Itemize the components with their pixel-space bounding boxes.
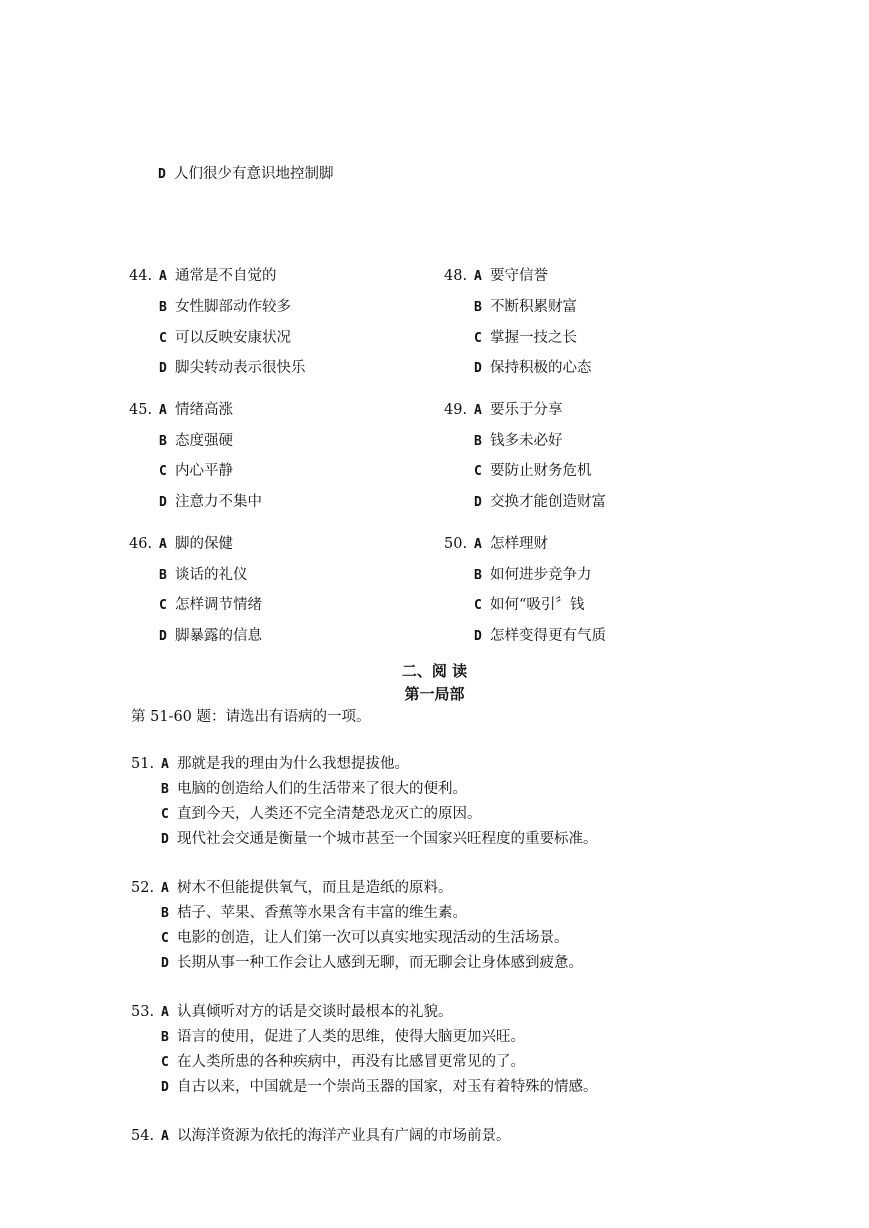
option-line: [161, 1053, 525, 1072]
option-text: 掌握一技之长: [490, 330, 577, 346]
option-text: 直到今天，人类还不完全清楚恐龙灭亡的原因。: [177, 806, 482, 822]
option-text: 脚的保健: [175, 536, 233, 552]
option-text: 认真倾听对方的话是交谈时最根本的礼貌。: [177, 1004, 453, 1020]
option-text: 保持积极的心态: [490, 360, 592, 376]
question-51: [131, 755, 409, 774]
option-text: 可以反映安康状况: [175, 330, 291, 346]
option-text: 怎样理财: [490, 536, 548, 552]
option-line: [159, 432, 233, 451]
question-49: [444, 401, 563, 420]
question-number: 53.: [131, 1004, 155, 1020]
option-line: [159, 596, 262, 615]
option-line: [161, 1028, 525, 1047]
option-line: [474, 329, 577, 348]
option-letter: A: [161, 1005, 169, 1020]
option-text: 谈话的礼仪: [175, 567, 248, 583]
option-letter: B: [474, 300, 482, 315]
option-text: 怎样调节情绪: [175, 597, 262, 613]
option-letter: C: [161, 807, 169, 822]
option-letter: D: [158, 167, 166, 182]
question-number: 52.: [131, 880, 155, 896]
option-letter: B: [474, 434, 482, 449]
option-line: [161, 1078, 598, 1097]
option-line: [159, 298, 291, 317]
option-letter: A: [474, 537, 482, 552]
option-letter: D: [474, 495, 482, 510]
question-46: [129, 535, 233, 554]
option-text: 如何“吸引〞钱: [490, 597, 585, 613]
option-line: [158, 165, 334, 184]
option-text: 注意力不集中: [175, 494, 262, 510]
question-48: [444, 267, 548, 286]
option-text: 交换才能创造财富: [490, 494, 606, 510]
option-line: [474, 462, 592, 481]
option-text: 人们很少有意识地控制脚: [174, 166, 334, 182]
option-letter: D: [159, 361, 167, 376]
option-letter: D: [161, 1080, 169, 1095]
option-letter: A: [474, 403, 482, 418]
option-letter: C: [159, 464, 167, 479]
option-letter: B: [159, 300, 167, 315]
question-number: 54.: [131, 1128, 155, 1144]
option-line: [161, 830, 598, 849]
option-text: 长期从事一种工作会让人感到无聊，而无聊会让身体感到疲惫。: [177, 955, 583, 971]
option-text: 树木不但能提供氧气，而且是造纸的原料。: [177, 880, 453, 896]
option-line: [161, 805, 482, 824]
option-text: 自古以来，中国就是一个崇尚玉器的国家，对玉有着特殊的情感。: [177, 1079, 598, 1095]
option-line: [159, 493, 262, 512]
option-letter: A: [161, 757, 169, 772]
question-52: [131, 879, 453, 898]
option-text: 钱多未必好: [490, 433, 563, 449]
question-number: 45.: [129, 402, 153, 418]
option-line: [474, 493, 606, 512]
option-text: 现代社会交通是衡量一个城市甚至一个国家兴旺程度的重要标准。: [177, 831, 598, 847]
option-letter: D: [161, 956, 169, 971]
option-text: 女性脚部动作较多: [175, 299, 291, 315]
option-line: [474, 566, 592, 585]
option-line: [159, 359, 306, 378]
option-line: [161, 904, 467, 923]
option-text: 内心平静: [175, 463, 233, 479]
option-letter: C: [474, 598, 482, 613]
option-line: [159, 566, 248, 585]
option-letter: D: [474, 361, 482, 376]
option-letter: B: [161, 782, 169, 797]
option-line: [474, 298, 577, 317]
option-text: 怎样变得更有气质: [490, 628, 606, 644]
option-text: 要乐于分享: [490, 402, 563, 418]
instruction-text: 第 51-60 题：请选出有语病的一项。: [131, 709, 371, 725]
option-letter: C: [161, 931, 169, 946]
option-line: [474, 432, 563, 451]
option-line: [474, 596, 584, 615]
question-44: [129, 267, 277, 286]
option-text: 要防止财务危机: [490, 463, 592, 479]
option-letter: D: [474, 629, 482, 644]
option-letter: B: [161, 1030, 169, 1045]
option-letter: D: [161, 832, 169, 847]
option-letter: A: [161, 1129, 169, 1144]
option-letter: A: [161, 881, 169, 896]
option-line: [159, 627, 262, 646]
option-text: 语言的使用，促进了人类的思维，使得大脑更加兴旺。: [177, 1029, 525, 1045]
option-text: 在人类所患的各种疾病中，再没有比感冒更常见的了。: [177, 1054, 525, 1070]
option-line: [159, 329, 291, 348]
option-letter: C: [159, 331, 167, 346]
option-text: 桔子、苹果、香蕉等水果含有丰富的维生素。: [177, 905, 467, 921]
option-letter: A: [474, 269, 482, 284]
option-text: 脚暴露的信息: [175, 628, 262, 644]
option-text: 那就是我的理由为什么我想提拔他。: [177, 756, 409, 772]
question-number: 46.: [129, 536, 153, 552]
question-45: [129, 401, 233, 420]
option-text: 如何进步竞争力: [490, 567, 592, 583]
option-letter: B: [159, 434, 167, 449]
option-text: 通常是不自觉的: [175, 268, 277, 284]
option-text: 脚尖转动表示很快乐: [175, 360, 306, 376]
question-number: 49.: [444, 402, 468, 418]
question-number: 44.: [129, 268, 153, 284]
option-letter: C: [474, 464, 482, 479]
option-letter: A: [159, 403, 167, 418]
option-text: 态度强硬: [175, 433, 233, 449]
option-letter: D: [159, 495, 167, 510]
option-letter: B: [159, 568, 167, 583]
section-title: 二、阅 读: [401, 662, 468, 680]
option-letter: D: [159, 629, 167, 644]
option-text: 电影的创造，让人们第一次可以真实地实现活动的生活场景。: [177, 930, 569, 946]
option-line: [474, 359, 592, 378]
part-title: 第一局部: [404, 685, 465, 703]
option-letter: A: [159, 537, 167, 552]
option-text: 以海洋资源为依托的海洋产业具有广阔的市场前景。: [177, 1128, 511, 1144]
option-line: [161, 954, 583, 973]
option-line: [161, 929, 569, 948]
question-number: 48.: [444, 268, 468, 284]
option-text: 不断积累财富: [490, 299, 577, 315]
option-line: [474, 627, 606, 646]
option-line: [159, 462, 233, 481]
option-line: [161, 780, 467, 799]
option-letter: A: [159, 269, 167, 284]
option-text: 情绪高涨: [175, 402, 233, 418]
option-letter: B: [161, 906, 169, 921]
option-letter: C: [161, 1055, 169, 1070]
option-text: 电脑的创造给人们的生活带来了很大的便利。: [177, 781, 467, 797]
option-text: 要守信誉: [490, 268, 548, 284]
question-50: [444, 535, 548, 554]
question-number: 51.: [131, 756, 155, 772]
question-number: 50.: [444, 536, 468, 552]
option-letter: C: [159, 598, 167, 613]
question-53: [131, 1003, 453, 1022]
option-letter: B: [474, 568, 482, 583]
question-54: [131, 1127, 511, 1146]
option-letter: C: [474, 331, 482, 346]
